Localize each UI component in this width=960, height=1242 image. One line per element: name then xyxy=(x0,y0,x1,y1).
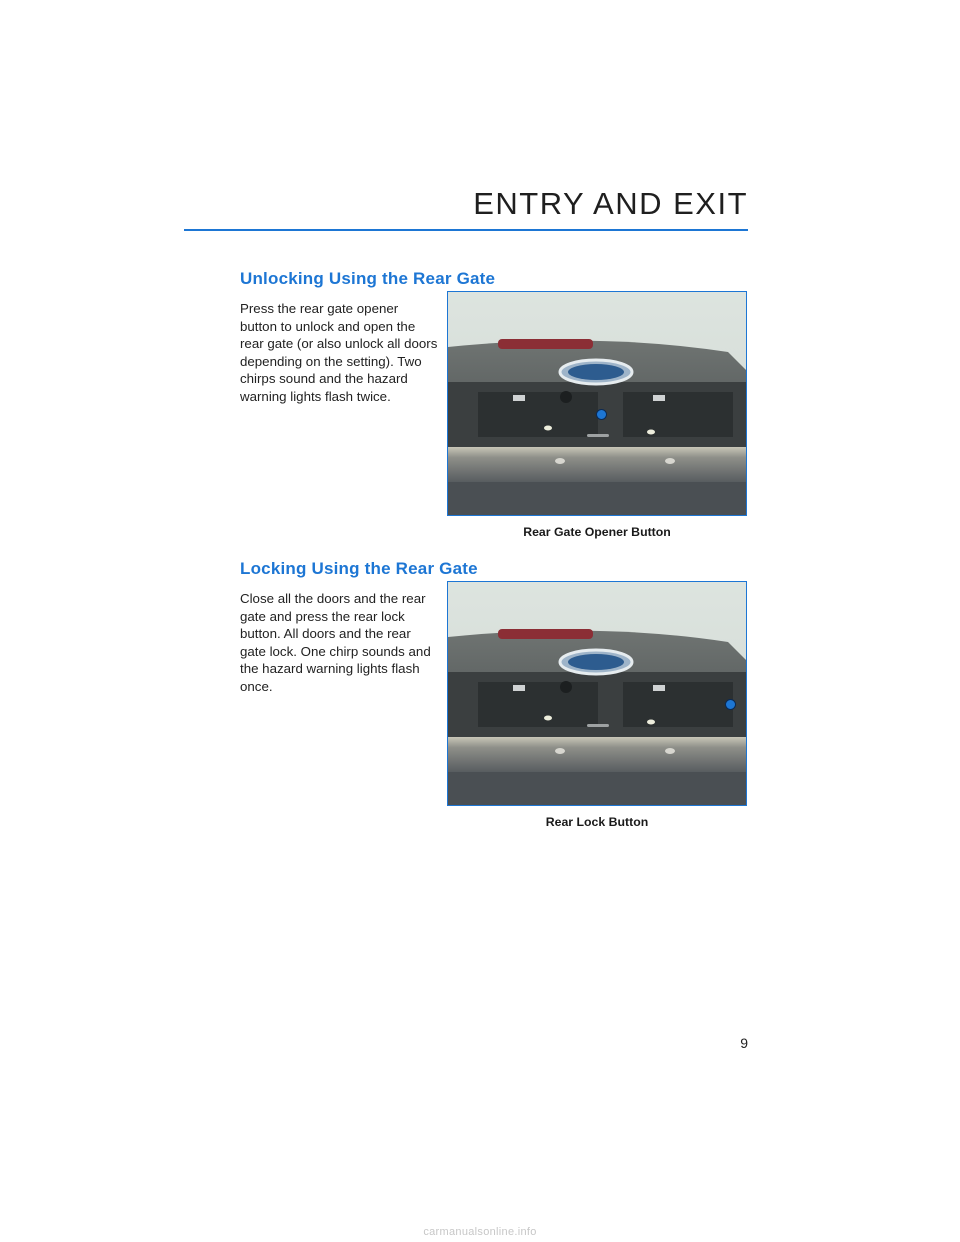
rear-lock-button-marker-icon xyxy=(725,699,736,710)
section-heading-unlocking: Unlocking Using the Rear Gate xyxy=(240,269,496,288)
chapter-title: ENTRY AND EXIT xyxy=(473,186,748,221)
caption-rear-lock-button: Rear Lock Button xyxy=(545,815,649,829)
rear-gate-photo-unlocking xyxy=(447,291,747,516)
watermark: carmanualsonline.info xyxy=(423,1226,537,1238)
caption-rear-gate-opener-button: Rear Gate Opener Button xyxy=(523,525,671,539)
section-body-locking: Close all the doors and the rear gate and press the rear lock button. All doors and the rear gate lock. One chirp sounds and the hazard warning lights flash once. xyxy=(240,591,431,694)
chapter-divider xyxy=(184,229,748,231)
section-heading-locking: Locking Using the Rear Gate xyxy=(240,559,478,578)
rear-gate-photo-locking xyxy=(447,581,747,806)
rear-gate-opener-button-marker-icon xyxy=(596,409,607,420)
page-number: 9 xyxy=(740,1035,748,1051)
section-body-unlocking: Press the rear gate opener button to unlock and open the rear gate (or also unlock all doors depending on the setting). Two chirps sound and the hazard warning lights flash twice. xyxy=(240,301,438,404)
